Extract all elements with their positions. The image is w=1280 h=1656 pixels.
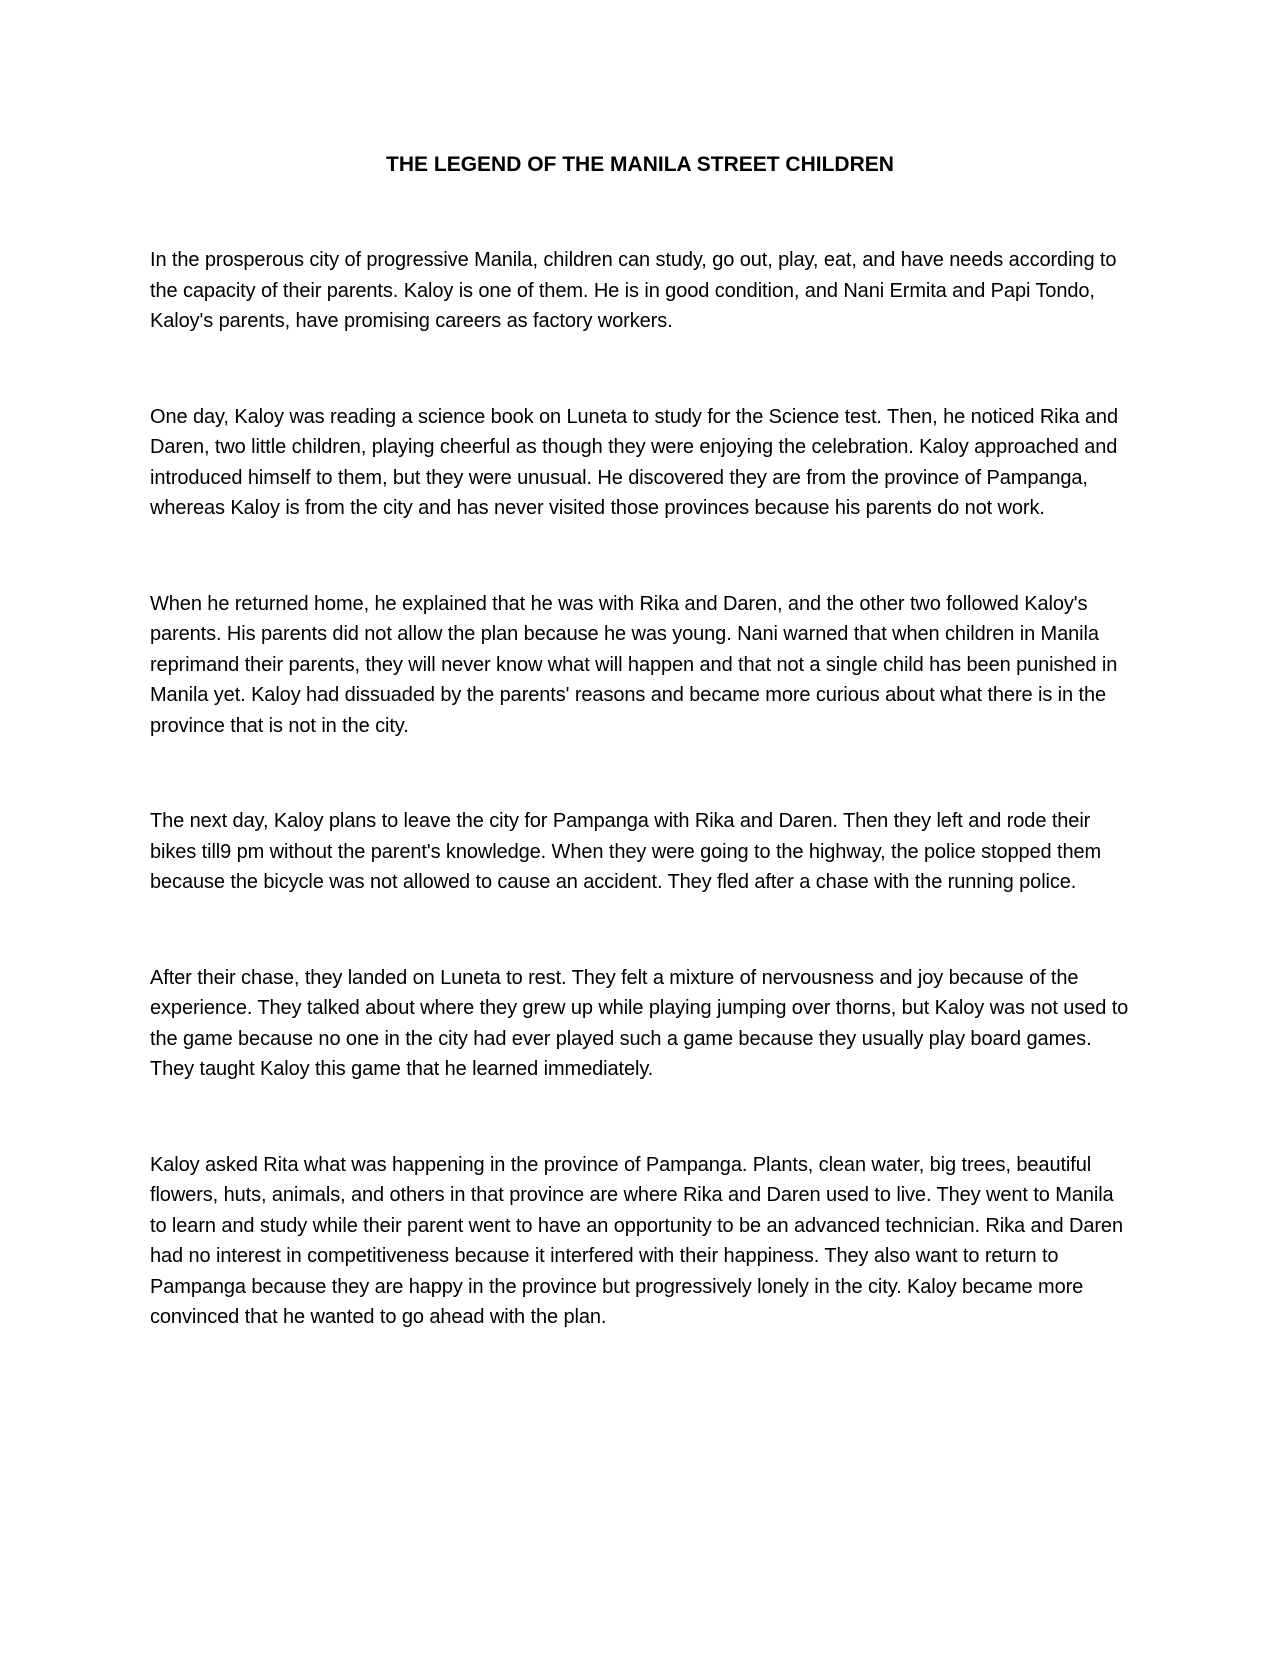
paragraph-4: The next day, Kaloy plans to leave the city for Pampanga with Rika and Daren. Then they left and rode their bikes till9 pm without the parent's knowledge. When they were going to the highway, the police stopped them because the bicycle was not allowed to cause an accident. They fled after a chase with the running police. [150, 810, 1102, 893]
paragraph-1: In the prosperous city of progressive Manila, children can study, go out, play, eat, and have needs according to the capacity of their parents. Kaloy is one of them. He is in good condition, and Nani Ermita and Papi Tondo, Kaloy's parents, have promising careers as factory workers. [150, 249, 1117, 332]
paragraph-6: Kaloy asked Rita what was happening in the province of Pampanga. Plants, clean water, big trees, beautiful flowers, huts, animals, and others in that province are where Rika and Daren used to live. They went to Manila to learn and study while their parent went to have an opportunity to be an advanced technician. Rika and Daren had no interest in competitiveness because it interfered with their happiness. They also want to return to Pampanga because they are happy in the province but progressively lonely in the city. Kaloy became more convinced that he wanted to go ahead with the plan. [150, 1153, 1123, 1328]
paragraph-2: One day, Kaloy was reading a science book on Luneta to study for the Science test. Then, he noticed Rika and Daren, two little children, playing cheerful as though they were enjoying the celebration. Kaloy approached and introduced himself to them, but they were unusual. He discovered they are from the province of Pampanga, whereas Kaloy is from the city and has never visited those provinces because his parents do not work. [150, 405, 1118, 519]
document-title: THE LEGEND OF THE MANILA STREET CHILDREN [386, 153, 894, 176]
document-body [150, 245, 1135, 1398]
paragraph-3: When he returned home, he explained that he was with Rika and Daren, and the other two followed Kaloy's parents. His parents did not allow the plan because he was young. Nani warned that when children in Manila reprimand their parents, they will never know what will happen and that not a single child has been punished in Manila yet. Kaloy had dissuaded by the parents' reasons and became more curious about what there is in the province that is not in the city. [150, 592, 1118, 737]
paragraph-5: After their chase, they landed on Luneta to rest. They felt a mixture of nervousness and joy because of the experience. They talked about where they grew up while playing jumping over thorns, but Kaloy was not used to the game because no one in the city had ever played such a game because they usually play board games. They taught Kaloy this game that he learned immediately. [150, 966, 1129, 1080]
